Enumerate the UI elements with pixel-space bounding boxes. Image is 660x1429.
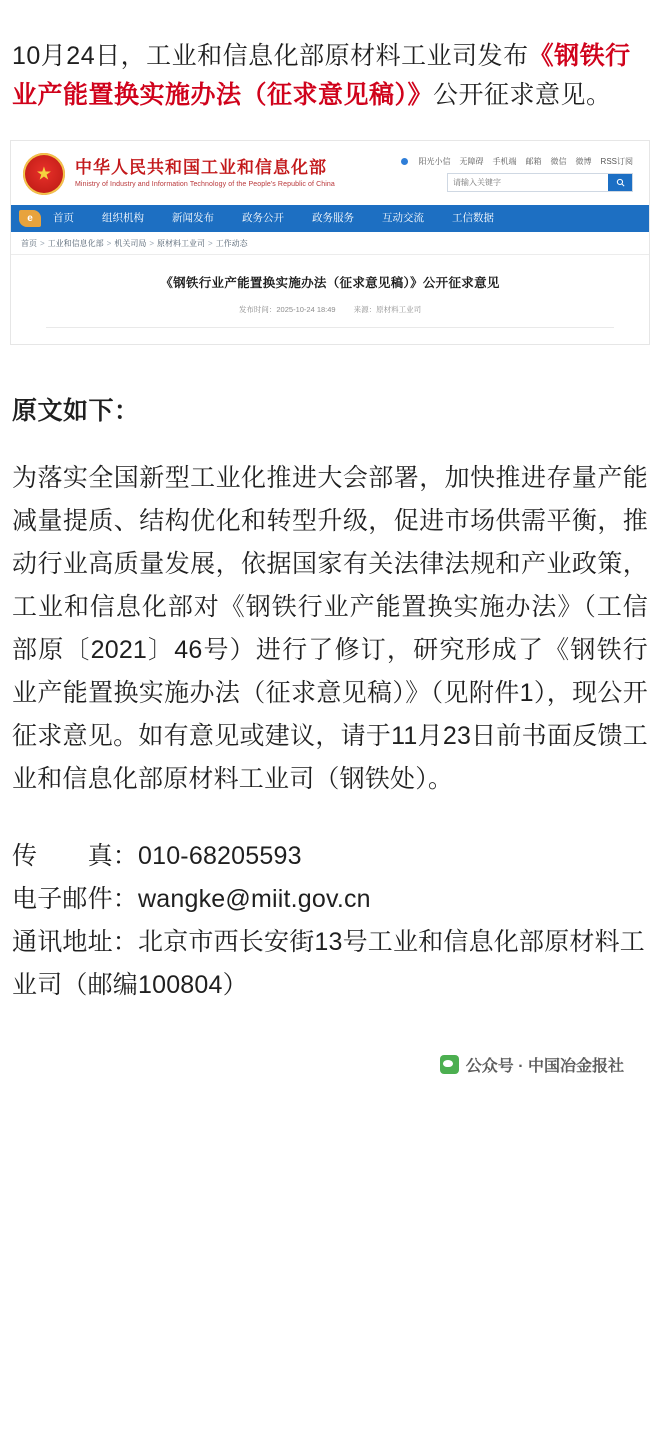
top-utility-links (401, 156, 633, 167)
article-block (11, 255, 649, 344)
toplink-accessibility[interactable]: 无障碍 (459, 156, 484, 166)
national-emblem-icon (23, 153, 65, 195)
breadcrumb-separator: > (40, 238, 45, 248)
lead-text-part1: 10月24日，工业和信息化部原材料工业司发布 (12, 42, 529, 70)
toplink-mobile[interactable]: 手机端 (492, 156, 517, 166)
brand-text (75, 158, 335, 190)
search-icon[interactable] (608, 174, 632, 191)
lead-text-part2: 公开征求意见。 (433, 80, 612, 109)
article-divider (46, 327, 615, 328)
site-brand (23, 153, 335, 195)
wechat-icon (440, 1055, 459, 1074)
toplink-sunshine[interactable]: 阳光小信 (418, 156, 451, 166)
lead-paragraph (10, 25, 650, 115)
article-source: 来源：原材料工业司 (353, 304, 422, 314)
nav-item-government-disclosure[interactable]: 政务公开 (242, 211, 284, 224)
site-logo-icon: e (19, 210, 41, 227)
toplink-rss[interactable]: RSS订阅 (600, 156, 633, 166)
miit-website-screenshot (10, 140, 650, 345)
nav-item-home[interactable]: 首页 (53, 211, 74, 224)
contact-address: 通讯地址：北京市西长安街13号工业和信息化部原材料工业司（邮编100804） (12, 927, 646, 999)
nav-item-data[interactable]: 工信数据 (452, 211, 494, 224)
article-title: 《钢铁行业产能置换实施办法（征求意见稿）》公开征求意见 (160, 275, 500, 290)
breadcrumb-item-miit[interactable]: 工业和信息化部 (47, 238, 104, 248)
contact-block (12, 835, 648, 1007)
wechat-account-badge (440, 1053, 624, 1076)
lead-highlight-title: 《钢铁行业产能置换实施办法（征求意见稿）》 (12, 42, 631, 109)
nav-item-news[interactable]: 新闻发布 (172, 211, 214, 224)
breadcrumb-separator: > (208, 238, 213, 248)
wechat-account-label: 公众号 · 中国冶金报社 (465, 1058, 624, 1075)
breadcrumb-item-raw-materials[interactable]: 原材料工业司 (157, 238, 206, 248)
toplink-mail[interactable]: 邮箱 (525, 156, 542, 166)
article-publish-time: 发布时间：2025-10-24 18:49 (238, 304, 336, 314)
breadcrumb-separator: > (149, 238, 155, 248)
site-nav (11, 205, 649, 232)
section-title: 原文如下： (12, 396, 140, 425)
brand-title-en: Ministry of Industry and Information Technology of the People's Republic of China (75, 181, 335, 189)
footer-area (10, 1035, 650, 1095)
body-paragraph: 为落实全国新型工业化推进大会部署，加快推进存量产能减量提质、结构优化和转型升级，促进市场供需平衡，推动行业高质量发展，依据国家有关法律法规和产业政策，工业和信息化部对《钢铁行业产能置换实施办法》（工信部原〔2021〕46号）进行了修订，研究形成了《钢铁行业产能置换实施办法（征求意见稿）》（见附件1），现公开征求意见。如有意见或建议，请于11月23日前书面反馈工业和信息化部原材料工业司（钢铁处）。 (12, 463, 648, 793)
search-input[interactable] (448, 174, 608, 191)
nav-item-interaction[interactable]: 互动交流 (382, 211, 424, 224)
toplink-wechat[interactable]: 微信 (550, 156, 567, 166)
site-header-right (401, 156, 635, 192)
toplink-weibo[interactable]: 微博 (575, 156, 592, 166)
breadcrumb (11, 232, 649, 255)
document-page (0, 25, 660, 1095)
site-search[interactable] (447, 173, 633, 192)
breadcrumb-separator: > (106, 238, 112, 248)
brand-title-cn: 中华人民共和国工业和信息化部 (75, 157, 327, 177)
breadcrumb-item-work-updates[interactable]: 工作动态 (215, 238, 248, 248)
article-meta (21, 304, 639, 315)
breadcrumb-item-departments[interactable]: 机关司局 (114, 238, 147, 248)
nav-item-government-services[interactable]: 政务服务 (312, 211, 354, 224)
contact-email: 电子邮件：wangke@miit.gov.cn (12, 884, 371, 913)
nav-item-organization[interactable]: 组织机构 (102, 211, 144, 224)
site-header (11, 141, 649, 205)
sunshine-dot-icon (401, 158, 408, 165)
breadcrumb-item-home[interactable]: 首页 (21, 238, 37, 248)
contact-fax: 传 真：010-68205593 (12, 841, 302, 870)
